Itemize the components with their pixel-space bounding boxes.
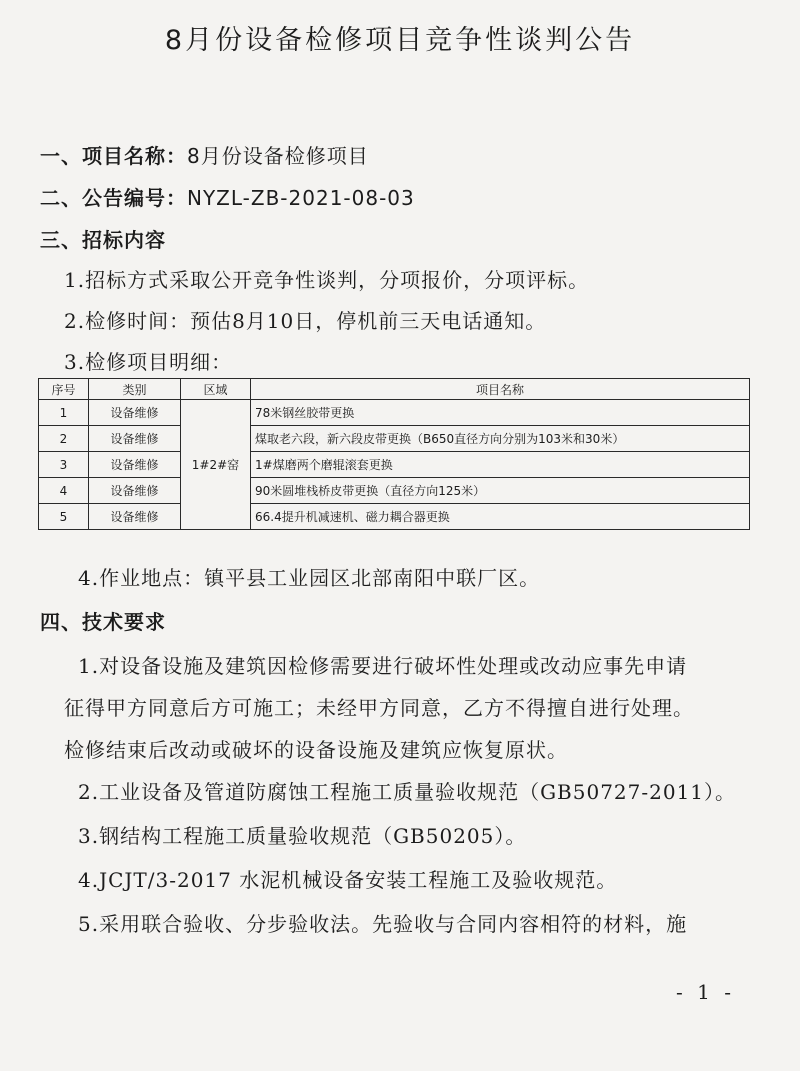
cell-item-name: 66.4提升机减速机、磁力耦合器更换	[251, 504, 750, 530]
header-item-name: 项目名称	[251, 379, 750, 400]
maintenance-items-table	[38, 378, 750, 530]
cell-category: 设备维修	[89, 400, 181, 426]
cell-category: 设备维修	[89, 426, 181, 452]
cell-no: 5	[39, 504, 89, 530]
section-4-heading: 四、技术要求	[40, 610, 166, 634]
section-4-line-2: 征得甲方同意后方可施工；未经甲方同意，乙方不得擅自进行处理。	[64, 696, 694, 720]
cell-category: 设备维修	[89, 504, 181, 530]
cell-no: 2	[39, 426, 89, 452]
cell-item-name: 78米钢丝胶带更换	[251, 400, 750, 426]
section-4-line-7: 5.采用联合验收、分步验收法。先验收与合同内容相符的材料，施	[78, 912, 688, 936]
page-title: 8月份设备检修项目竞争性谈判公告	[164, 25, 636, 56]
header-category: 类别	[89, 379, 181, 400]
table-row	[39, 426, 750, 452]
section-4-line-1: 1.对设备设施及建筑因检修需要进行破坏性处理或改动应事先申请	[78, 654, 688, 678]
cell-item-name: 90米圆堆栈桥皮带更换（直径方向125米）	[251, 478, 750, 504]
table-row	[39, 478, 750, 504]
section-3-item-4: 4.作业地点：镇平县工业园区北部南阳中联厂区。	[78, 566, 541, 590]
section-3-item-1: 1.招标方式采取公开竞争性谈判，分项报价，分项评标。	[64, 268, 590, 292]
cell-no: 1	[39, 400, 89, 426]
cell-area: 1#2#窑	[181, 400, 251, 530]
section-2-label: 二、公告编号：	[40, 186, 187, 210]
table-row	[39, 400, 750, 426]
section-1	[40, 140, 369, 169]
table-row	[39, 452, 750, 478]
section-1-label: 一、项目名称：	[40, 144, 187, 168]
cell-item-name: 1#煤磨两个磨辊滚套更换	[251, 452, 750, 478]
section-3-item-3: 3.检修项目明细：	[64, 350, 233, 374]
project-name: 8月份设备检修项目	[187, 144, 369, 168]
cell-category: 设备维修	[89, 452, 181, 478]
section-2	[40, 182, 415, 211]
section-4-line-5: 3.钢结构工程施工质量验收规范（GB50205）。	[78, 824, 527, 848]
notice-number: NYZL-ZB-2021-08-03	[187, 186, 415, 210]
header-area: 区域	[181, 379, 251, 400]
cell-category: 设备维修	[89, 478, 181, 504]
section-4-line-4: 2.工业设备及管道防腐蚀工程施工质量验收规范（GB50727-2011）。	[78, 780, 737, 804]
page-number: - 1 -	[676, 980, 735, 1004]
cell-no: 4	[39, 478, 89, 504]
cell-no: 3	[39, 452, 89, 478]
cell-item-name: 煤取老六段，新六段皮带更换（B650直径方向分别为103米和30米）	[251, 426, 750, 452]
section-4-line-6: 4.JCJT/3-2017 水泥机械设备安装工程施工及验收规范。	[78, 868, 618, 892]
section-3-heading: 三、招标内容	[40, 228, 166, 252]
table-header-row	[39, 379, 750, 400]
header-no: 序号	[39, 379, 89, 400]
section-4-line-3: 检修结束后改动或破坏的设备设施及建筑应恢复原状。	[64, 738, 568, 762]
table-row	[39, 504, 750, 530]
section-3-item-2: 2.检修时间：预估8月10日，停机前三天电话通知。	[64, 309, 547, 333]
